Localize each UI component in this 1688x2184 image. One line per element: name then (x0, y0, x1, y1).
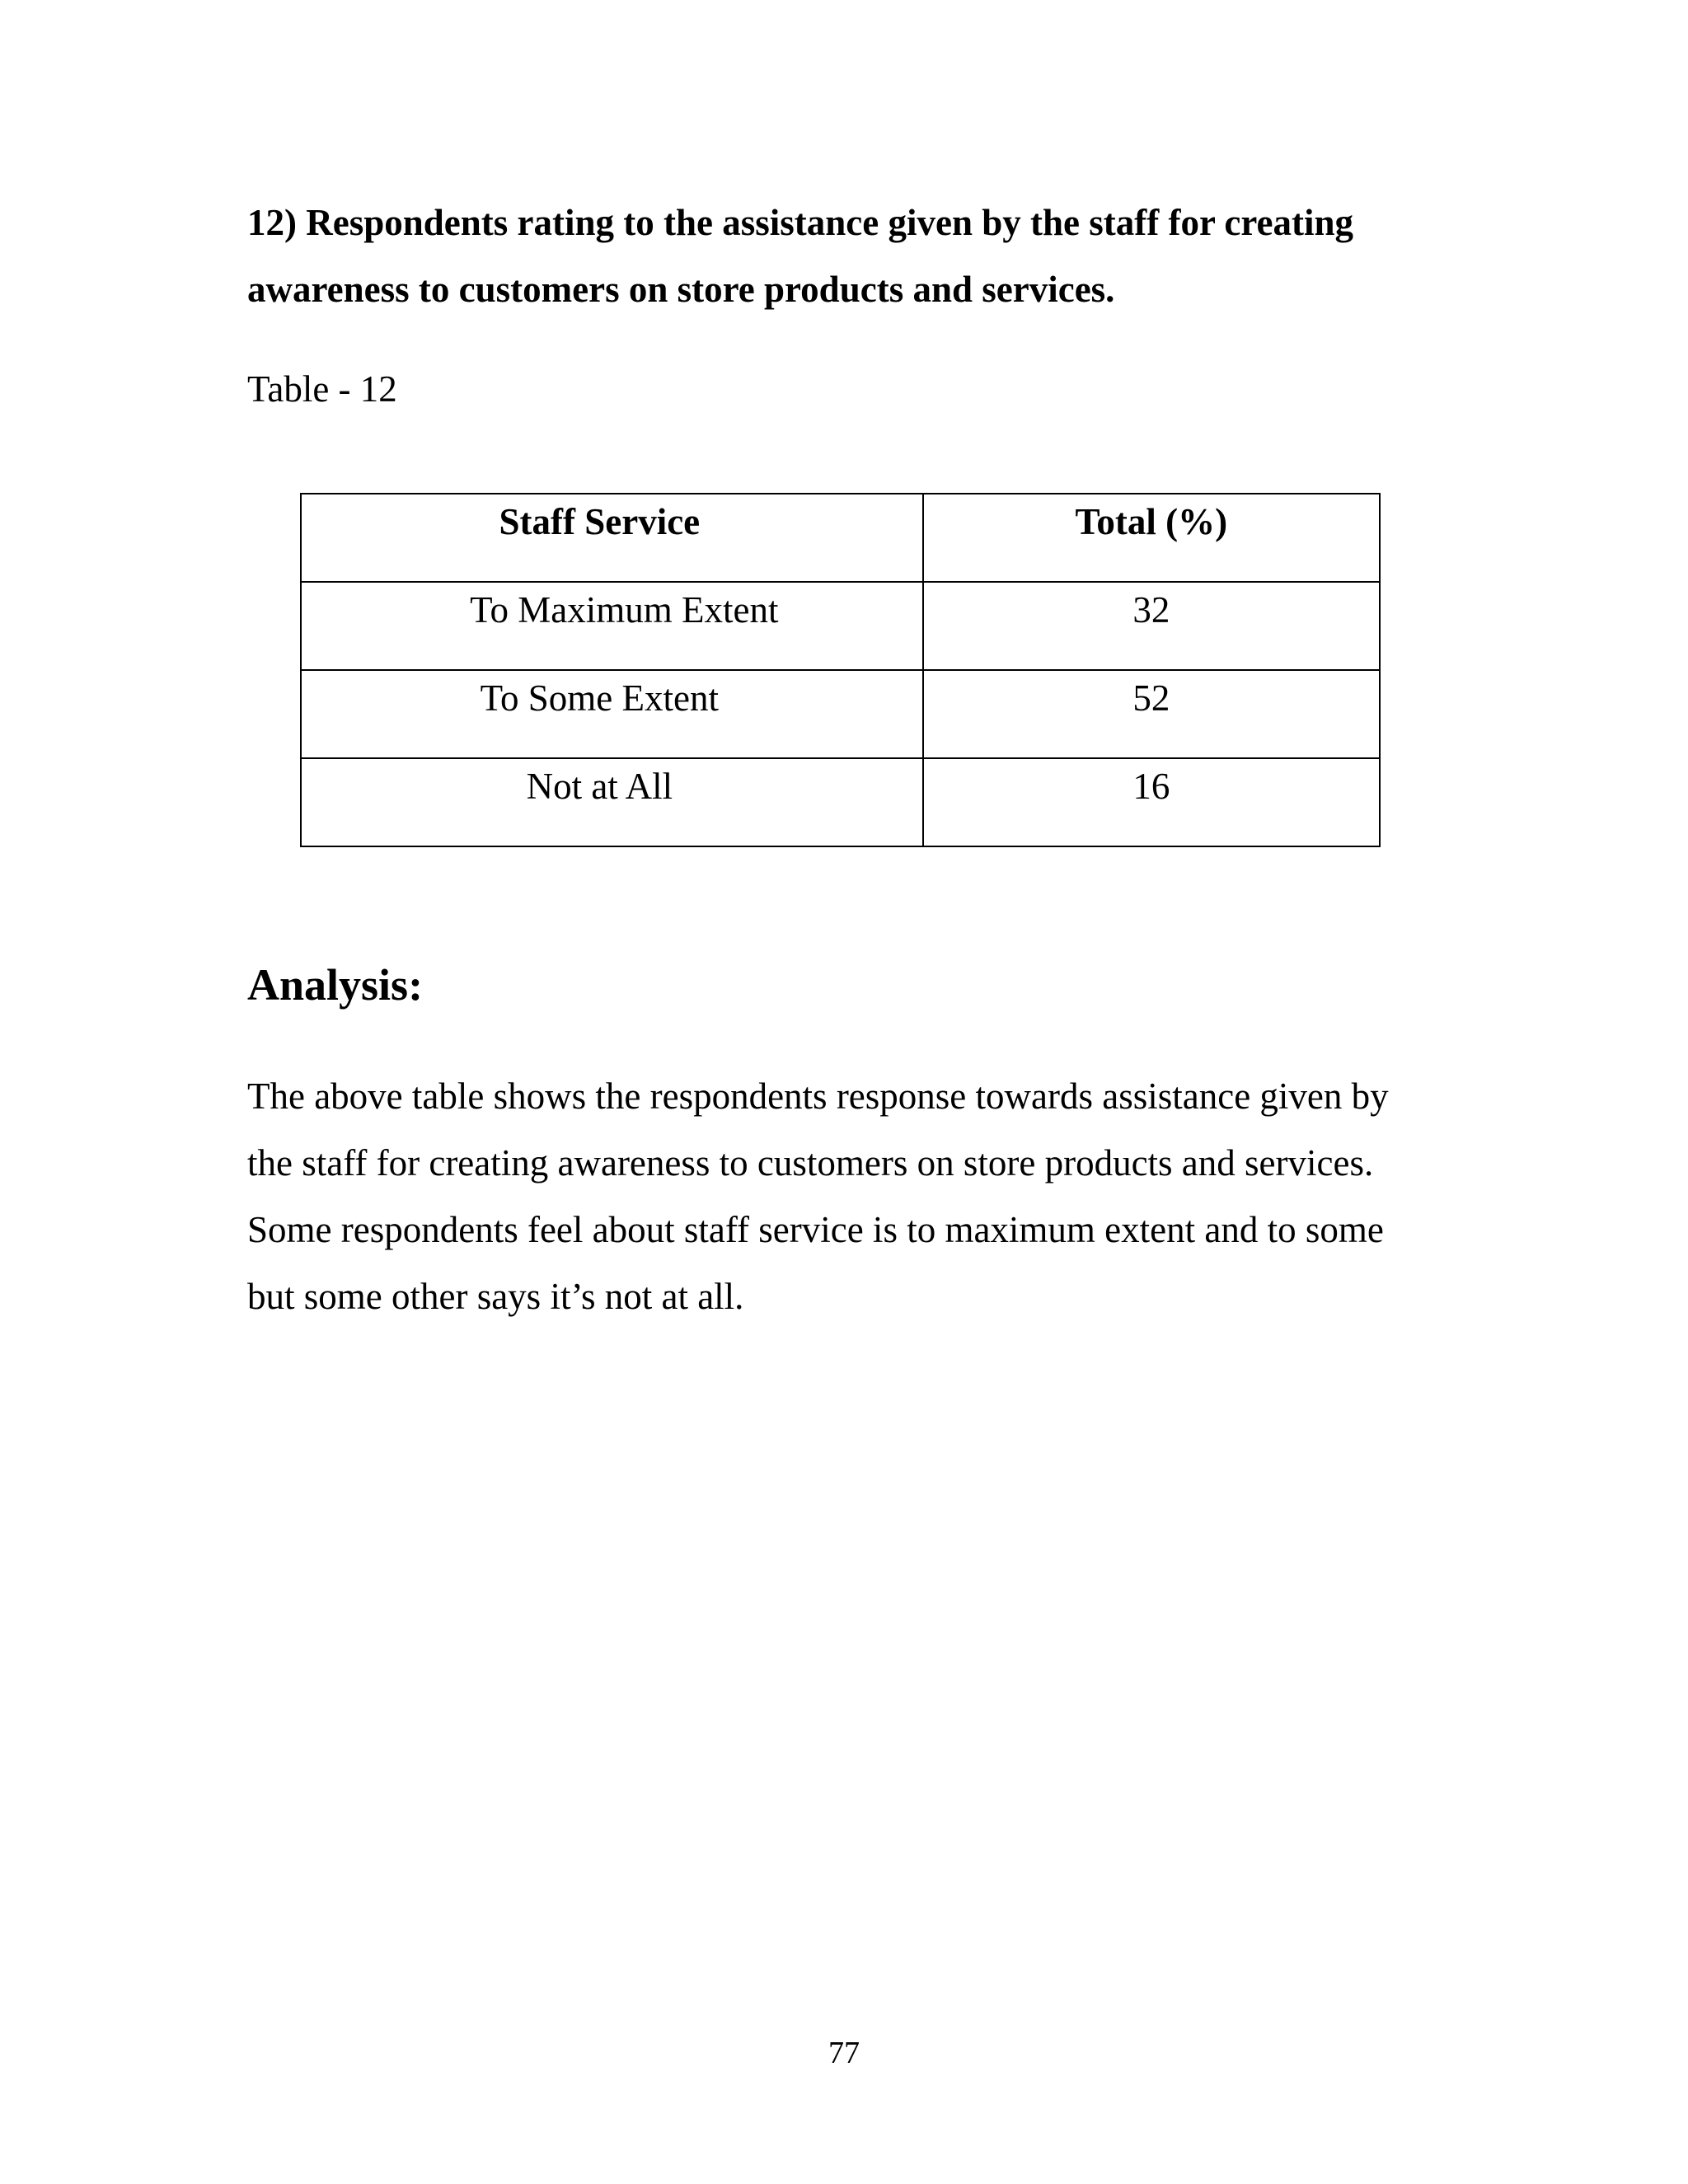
total-percent-cell: 16 (923, 758, 1380, 846)
staff-service-table (300, 493, 1381, 847)
section-heading (247, 190, 1451, 323)
analysis-heading: Analysis: (247, 960, 424, 1010)
analysis-paragraph (247, 1063, 1434, 1330)
analysis-line-4: but some other says it’s not at all. (247, 1276, 744, 1317)
section-heading-line-1: 12) Respondents rating to the assistance given by the staff for creating (247, 202, 1354, 243)
page-number: 77 (828, 2036, 860, 2070)
table-row (301, 582, 1380, 670)
table-caption: Table - 12 (247, 368, 397, 410)
column-header-staff-service: Staff Service (301, 494, 923, 582)
staff-service-cell: To Maximum Extent (301, 582, 923, 670)
table-header-row (301, 494, 1380, 582)
total-percent-cell: 32 (923, 582, 1380, 670)
section-heading-line-2: awareness to customers on store products and services. (247, 269, 1115, 310)
staff-service-cell: Not at All (301, 758, 923, 846)
analysis-line-3: Some respondents feel about staff service is to maximum extent and to some (247, 1209, 1384, 1250)
analysis-line-1: The above table shows the respondents response towards assistance given by (247, 1076, 1389, 1117)
table-row (301, 670, 1380, 758)
table-row (301, 758, 1380, 846)
column-header-total-percent: Total (%) (923, 494, 1380, 582)
analysis-line-2: the staff for creating awareness to customers on store products and services. (247, 1142, 1374, 1183)
staff-service-cell: To Some Extent (301, 670, 923, 758)
total-percent-cell: 52 (923, 670, 1380, 758)
